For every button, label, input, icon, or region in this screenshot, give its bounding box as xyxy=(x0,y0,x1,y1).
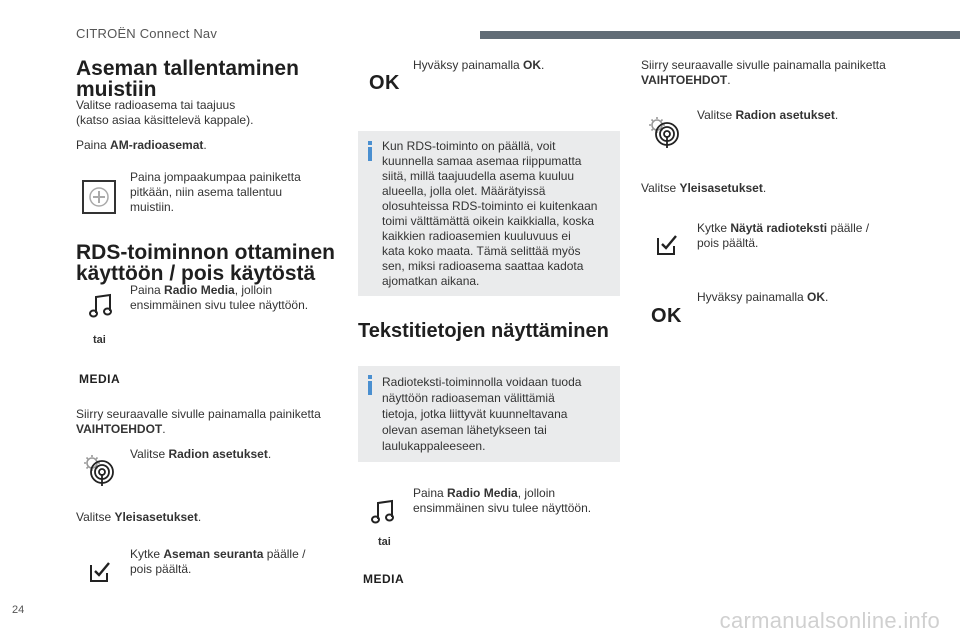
confirm-ok-text-2: Hyväksy painamalla OK. xyxy=(697,290,829,304)
music-note-icon xyxy=(88,292,114,320)
hold-text: Paina jompaakumpaa painiketta pitkään, niin asema tallentuu muistiin. xyxy=(130,170,301,214)
radio-settings-icon xyxy=(82,452,118,488)
press-am-text: Paina AM-radioasemat. xyxy=(76,138,207,152)
or-label: tai xyxy=(93,334,106,346)
toggle-radiotext-text: Kytke Näytä radioteksti päälle / pois päältä. xyxy=(697,221,870,250)
info-text-radiotext: Radioteksti-toiminnolla voidaan tuoda näyttöön radioaseman välittämiä tietoja, jotka liittyvät kuunneltavana olevan aseman lähetykseen tai laulukappaleeseen. xyxy=(382,375,582,453)
select-radio-settings-text: Valitse Radion asetukset. xyxy=(130,447,272,461)
info-box-radiotext xyxy=(358,366,620,462)
section-heading-text-info: Tekstitietojen näyttäminen xyxy=(358,320,609,342)
radio-media-text: Paina Radio Media, jolloin ensimmäinen sivu tulee näyttöön. xyxy=(130,283,309,312)
intro-text: Valitse radioasema tai taajuus (katso asiaa käsittelevä kappale). xyxy=(76,98,254,127)
header-bar xyxy=(480,31,960,39)
watermark: carmanualsonline.info xyxy=(719,608,940,633)
music-note-icon xyxy=(370,498,396,526)
or-label-2: tai xyxy=(378,536,391,548)
header-title: CITROËN Connect Nav xyxy=(76,26,218,41)
select-general-settings-text-2: Valitse Yleisasetukset. xyxy=(641,181,767,195)
ok-button-label: OK xyxy=(369,72,400,94)
page-number: 24 xyxy=(12,604,25,616)
info-text-rds: Kun RDS-toiminto on päällä, voit kuunnella samaa asemaa riippumatta siitä, millä taajuudella asema kuuluu alueella, jolla olet. Määrätyissä olosuhteissa RDS-toiminto ei kuitenkaan toimi välttämättä oikein kaikkialla, koska kaikkien radioasemien kuuluvuus ei kata koko maata. Tämä selittää myös sen, miksi radioasema saattaa kadota ajomatkan aikana. xyxy=(382,139,598,288)
radio-media-text-2: Paina Radio Media, jolloin ensimmäinen sivu tulee näyttöön. xyxy=(413,486,592,515)
section-heading-rds: RDS-toiminnon ottaminen käyttöön / pois käytöstä xyxy=(76,241,335,285)
section-heading-save-station: Aseman tallentaminen muistiin xyxy=(76,57,299,101)
radio-settings-icon xyxy=(647,114,683,150)
select-general-settings-text: Valitse Yleisasetukset. xyxy=(76,510,202,524)
info-box-rds xyxy=(358,131,620,296)
next-page-text-2: Siirry seuraavalle sivulle painamalla painiketta VAIHTOEHDOT. xyxy=(641,58,886,87)
media-button-label: MEDIA xyxy=(79,372,121,386)
checkbox-icon xyxy=(655,233,679,257)
next-page-text: Siirry seuraavalle sivulle painamalla painiketta VAIHTOEHDOT. xyxy=(76,407,321,436)
select-radio-settings-text-2: Valitse Radion asetukset. xyxy=(697,108,839,122)
checkbox-icon xyxy=(88,560,112,584)
toggle-station-tracking-text: Kytke Aseman seuranta päälle / pois päältä. xyxy=(130,547,306,576)
ok-button-label-2: OK xyxy=(651,305,682,327)
media-button-label-2: MEDIA xyxy=(363,572,405,586)
confirm-ok-text: Hyväksy painamalla OK. xyxy=(413,58,545,72)
plus-box-icon xyxy=(82,180,116,214)
